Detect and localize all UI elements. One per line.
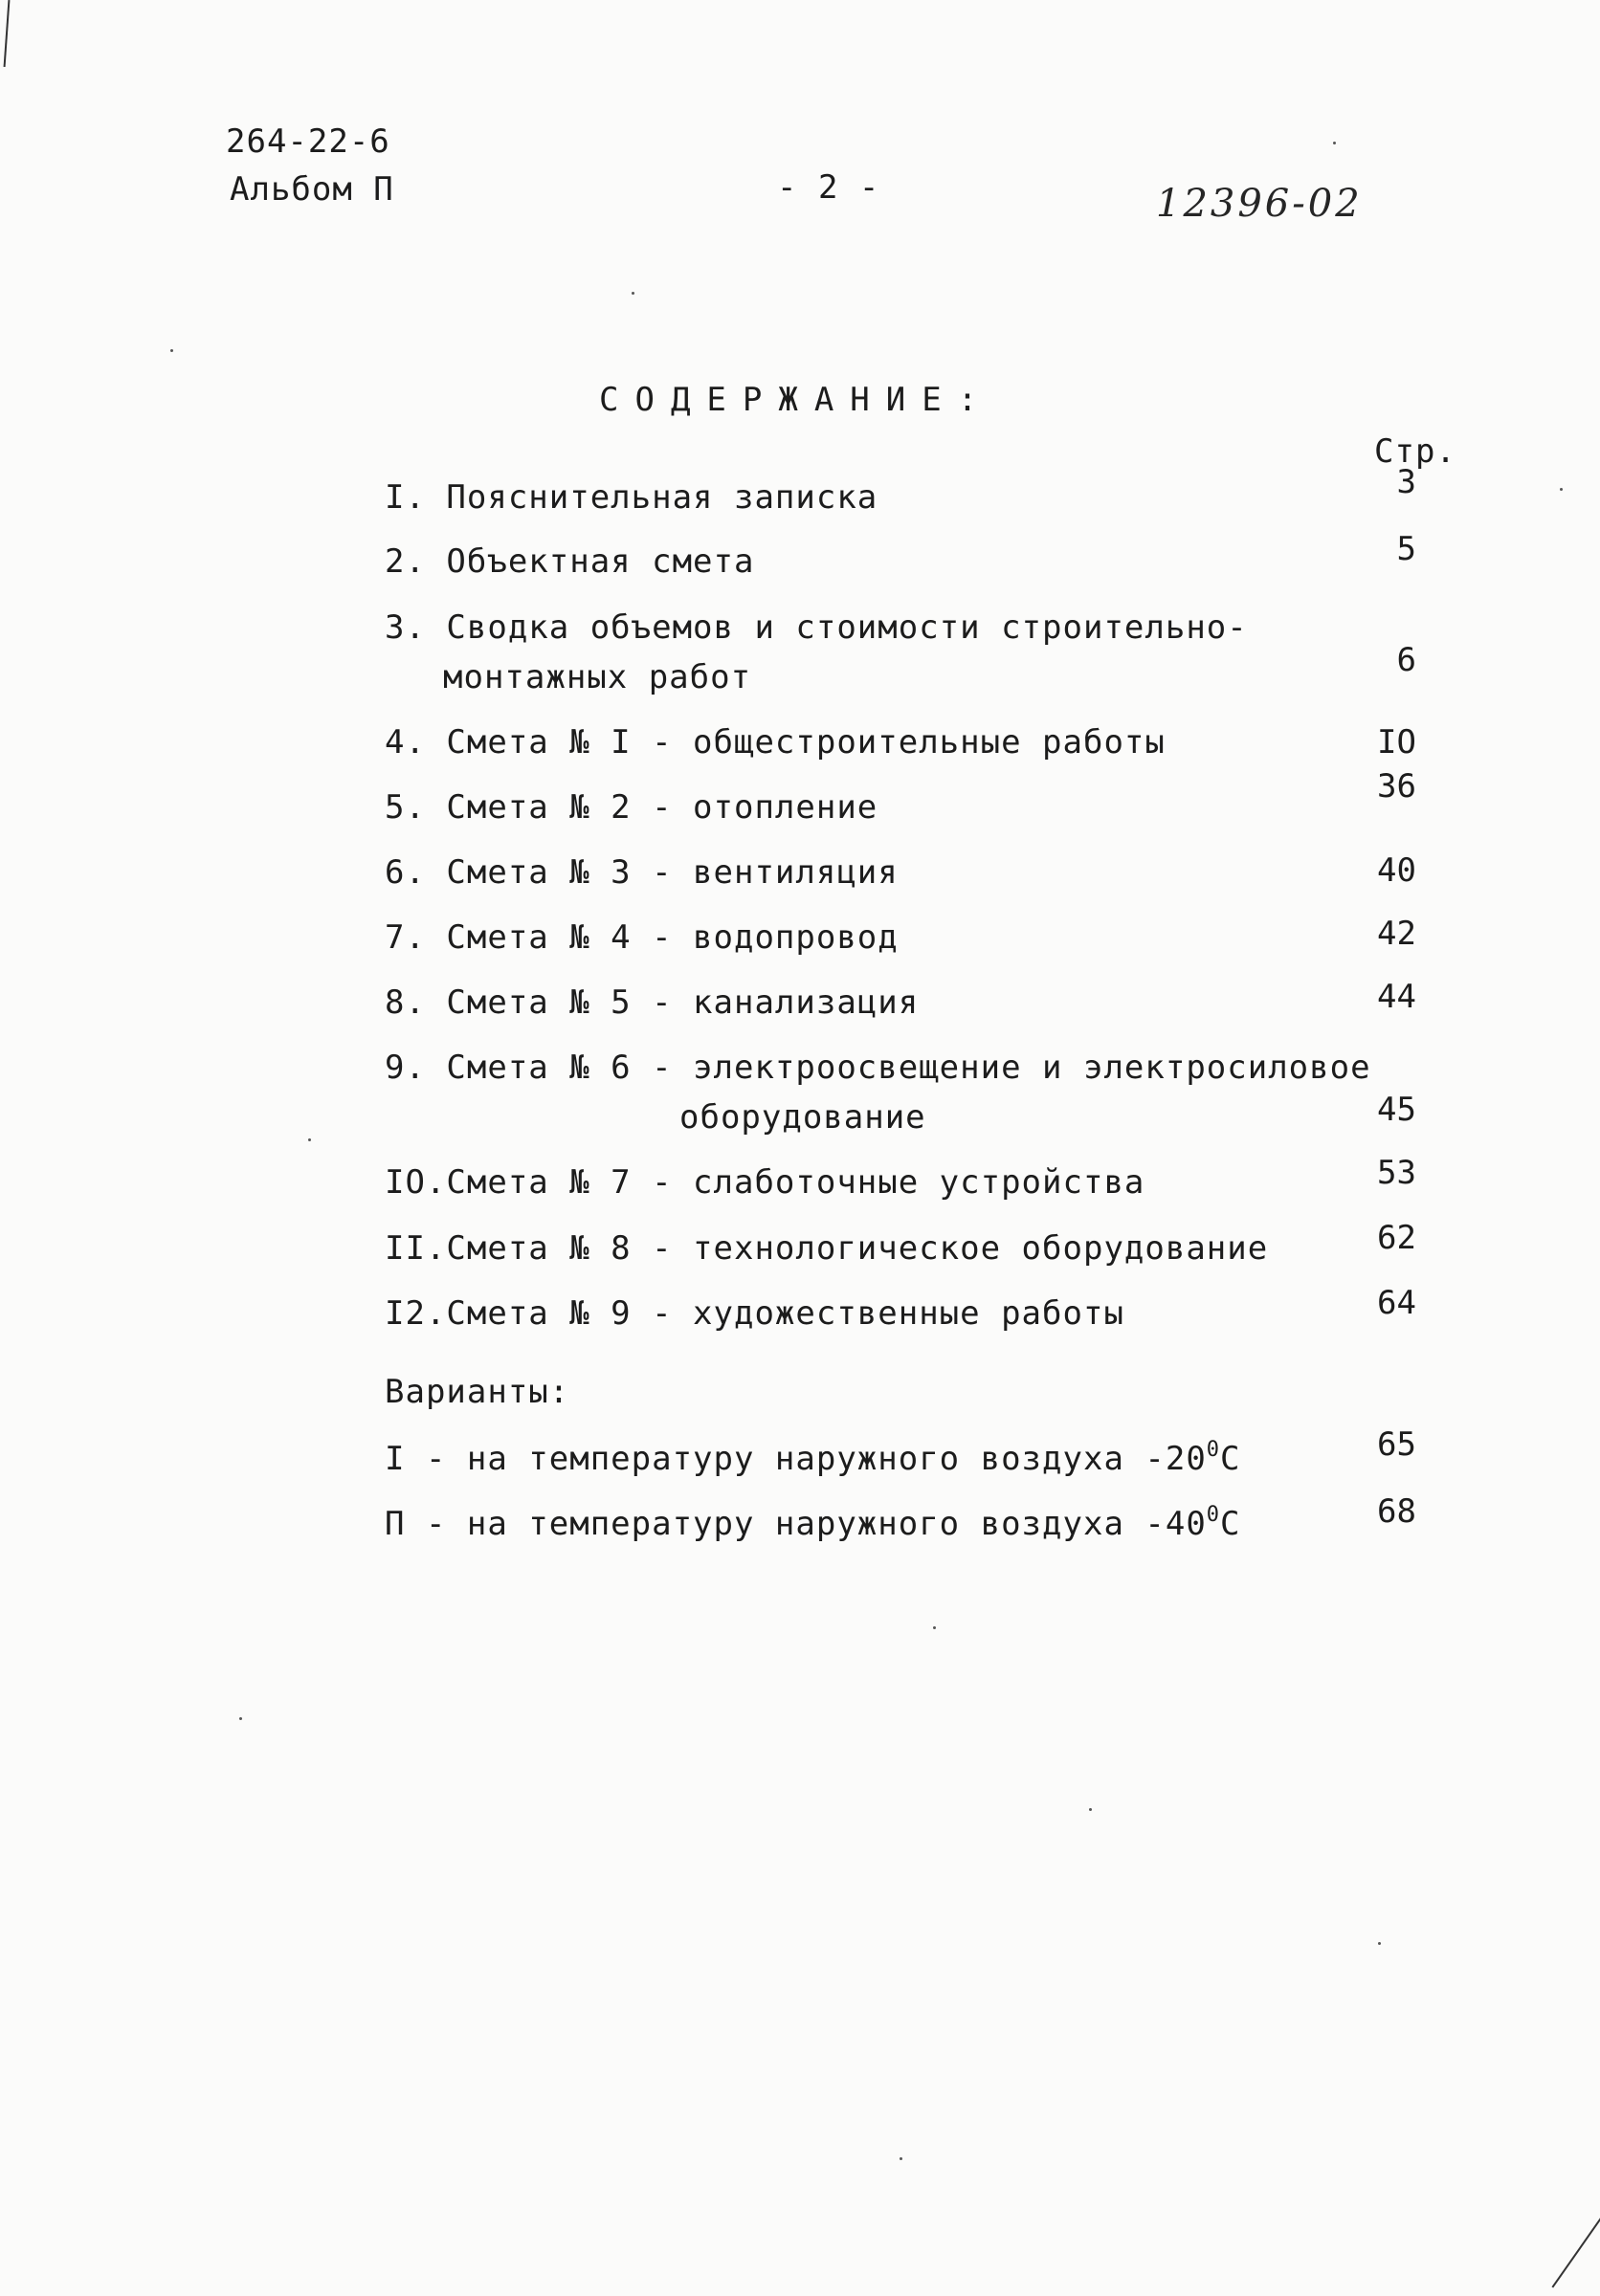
toc-item-10: IO.Смета № 7 - слаботочные устройства xyxy=(385,1163,1145,1202)
scan-speck xyxy=(1333,142,1336,144)
toc-page-6: 40 xyxy=(1377,851,1416,890)
album-label: Альбом П xyxy=(230,170,394,209)
scan-speck xyxy=(170,349,173,352)
variant-item-1-unit: C xyxy=(1220,1440,1241,1478)
scan-speck xyxy=(239,1717,242,1720)
toc-item-2: 2. Объектная смета xyxy=(385,542,755,581)
toc-item-7: 7. Смета № 4 - водопровод xyxy=(385,918,899,957)
toc-item-9-continuation: оборудование xyxy=(679,1098,926,1137)
scan-speck xyxy=(308,1138,311,1141)
toc-item-6: 6. Смета № 3 - вентиляция xyxy=(385,853,899,892)
toc-item-3: 3. Сводка объемов и стоимости строительно- xyxy=(385,608,1248,647)
variant-item-2 xyxy=(385,1505,1241,1543)
variant-page-1: 65 xyxy=(1377,1425,1416,1464)
variant-item-2-degree: 0 xyxy=(1206,1503,1221,1527)
toc-page-3: 6 xyxy=(1396,641,1416,679)
toc-item-9: 9. Смета № 6 - электроосвещение и электросиловое xyxy=(385,1049,1371,1087)
toc-page-2: 5 xyxy=(1396,530,1416,568)
variant-item-2-text: П - на температуру наружного воздуха -40 xyxy=(385,1505,1207,1543)
contents-title: СОДЕРЖАНИЕ: xyxy=(599,381,994,419)
scan-speck xyxy=(1560,488,1563,491)
toc-page-12: 64 xyxy=(1377,1284,1416,1322)
variant-page-2: 68 xyxy=(1377,1492,1416,1531)
toc-page-11: 62 xyxy=(1377,1219,1416,1257)
toc-page-9: 45 xyxy=(1377,1091,1416,1129)
variants-heading: Варианты: xyxy=(385,1373,570,1411)
page-number: - 2 - xyxy=(777,168,880,207)
toc-page-7: 42 xyxy=(1377,915,1416,953)
scan-speck xyxy=(933,1626,936,1629)
page-column-label: Стр. xyxy=(1374,432,1456,471)
doc-code: 264-22-6 xyxy=(226,122,390,161)
scan-speck xyxy=(1378,1942,1381,1945)
variant-item-2-unit: C xyxy=(1220,1505,1241,1543)
toc-page-5: 36 xyxy=(1377,767,1416,806)
scan-speck xyxy=(632,292,634,295)
toc-item-8: 8. Смета № 5 - канализация xyxy=(385,983,920,1022)
toc-item-4: 4. Смета № I - общестроительные работы xyxy=(385,723,1166,762)
scan-edge-line-left xyxy=(4,0,11,67)
scan-edge-line-right xyxy=(1552,2208,1600,2287)
handwritten-number: 12396-02 xyxy=(1156,182,1363,226)
toc-page-10: 53 xyxy=(1377,1154,1416,1192)
toc-item-3-continuation: монтажных работ xyxy=(443,658,752,696)
toc-page-8: 44 xyxy=(1377,978,1416,1016)
scan-speck xyxy=(900,2157,902,2160)
variant-item-1-text: I - на температуру наружного воздуха -20 xyxy=(385,1440,1207,1478)
toc-item-5: 5. Смета № 2 - отопление xyxy=(385,788,878,827)
toc-page-1: 3 xyxy=(1396,463,1416,501)
toc-item-1: I. Пояснительная записка xyxy=(385,478,878,517)
toc-page-4: IO xyxy=(1377,723,1416,762)
scan-speck xyxy=(1089,1808,1092,1811)
toc-item-12: I2.Смета № 9 - художественные работы xyxy=(385,1294,1124,1333)
variant-item-1-degree: 0 xyxy=(1206,1438,1221,1462)
variant-item-1 xyxy=(385,1440,1241,1478)
toc-item-11: II.Смета № 8 - технологическое оборудование xyxy=(385,1229,1269,1268)
